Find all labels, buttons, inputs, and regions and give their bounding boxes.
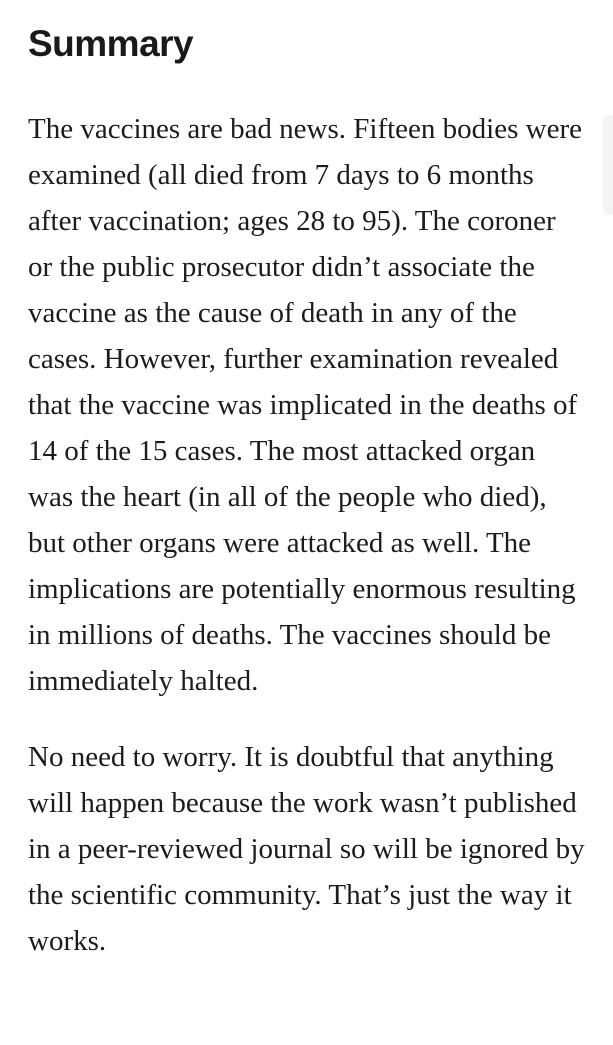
summary-paragraph: The vaccines are bad news. Fifteen bodies were examined (all died from 7 days to 6 months after vaccination; ages 28 to 95). The coroner or the public prosecutor didn’t associate the vaccine as the cause of death in any of the cases. However, further examination revealed that the vaccine was implicated in the deaths of 14 of the 15 cases. The most attacked organ was the heart (in all of the people who died), but other organs were attacked as well. The implications are potentially enormous resulting in millions of deaths. The vaccines should be immediately halted. [28,113,582,697]
scrollbar-thumb[interactable] [603,115,613,215]
commentary-paragraph: No need to worry. It is doubtful that anything will happen because the work wasn’t published in a peer-reviewed journal so will be ignored by the scientific community. That’s just the way it works. [28,741,585,957]
article-page [0,22,613,1045]
summary-heading: Summary [28,23,194,64]
